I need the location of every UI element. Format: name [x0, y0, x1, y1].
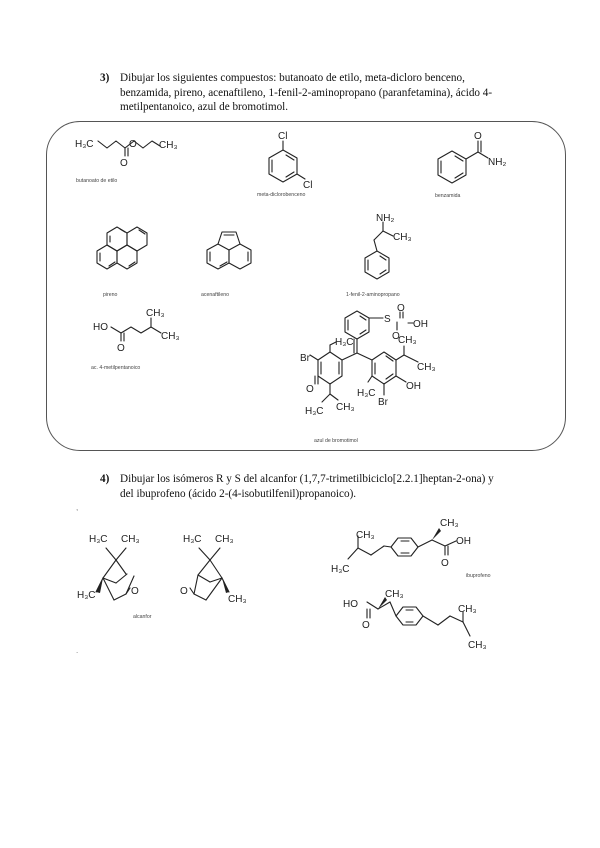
- atom-label: CH₃: [398, 335, 417, 346]
- atom-label: O: [397, 303, 405, 314]
- atom-label: O: [129, 139, 137, 150]
- atom-label: H₃C: [89, 534, 108, 545]
- question-number: 4): [100, 473, 110, 485]
- question-number: 3): [100, 72, 110, 84]
- atom-label: NH₂: [488, 157, 507, 168]
- atom-label: HO: [93, 322, 108, 333]
- question-text: Dibujar los isómeros R y S del alcanfor (1,7,7-trimetilbiciclo[2.2.1]heptan-2-ona) y del ibuprofeno (ácido 2-(4-isobutilfenil)propanoico).: [120, 473, 494, 500]
- atom-label: O: [117, 343, 125, 354]
- atom-label: O: [131, 586, 139, 597]
- atom-label: O: [120, 158, 128, 169]
- atom-label: O: [180, 586, 188, 597]
- atom-label: O: [441, 558, 449, 569]
- compound-label: alcanfor: [133, 614, 152, 620]
- atom-label: NH₂: [376, 213, 395, 224]
- atom-label: CH₃: [440, 518, 459, 529]
- atom-label: CH₃: [356, 530, 375, 541]
- atom-label: H₃C: [75, 139, 94, 150]
- atom-label: H₃C: [357, 388, 376, 399]
- compound-label: 1-fenil-2-aminopropano: [346, 292, 400, 298]
- structure-4-metilpentanoico: [111, 318, 161, 341]
- atom-label: H₃C: [77, 590, 96, 601]
- stray-mark: ,: [76, 503, 79, 512]
- atom-label: CH₃: [161, 331, 180, 342]
- compound-label: butanoato de etilo: [76, 178, 118, 184]
- structure-acenaftileno: [207, 232, 251, 269]
- atom-label: O: [362, 620, 370, 631]
- atom-label: CH₃: [159, 140, 178, 151]
- atom-label: H₃C: [335, 337, 354, 348]
- wedge-bond: [96, 578, 103, 593]
- structure-benzamida: [438, 141, 488, 183]
- compound-label: pireno: [103, 292, 118, 298]
- atom-label: O: [474, 131, 482, 142]
- atom-label: CH₃: [458, 604, 477, 615]
- atom-label: CH₃: [228, 594, 247, 605]
- structure-1-fenil-2-aminopropano: [365, 222, 393, 279]
- compound-label: acenaftileno: [201, 292, 229, 298]
- structure-alcanfor-2: [190, 548, 229, 600]
- compound-label: ibuprofeno: [466, 573, 491, 579]
- atom-label: CH₃: [121, 534, 140, 545]
- compound-labels: [76, 178, 491, 620]
- atom-label: OH: [406, 381, 421, 392]
- atom-label: Br: [300, 353, 310, 364]
- stray-mark: .: [76, 646, 79, 655]
- atom-label: HO: [343, 599, 358, 610]
- atom-label: CH₃: [417, 362, 436, 373]
- atom-label: Cl: [303, 180, 313, 191]
- wedge-bond: [432, 528, 441, 540]
- structure-meta-diclorobenceno: [269, 141, 305, 182]
- compound-label: benzamida: [435, 193, 461, 199]
- structure-alcanfor-1: [96, 548, 134, 600]
- atom-label: CH₃: [146, 308, 165, 319]
- atom-label: H₃C: [331, 564, 350, 575]
- compound-label: azul de bromotimol: [314, 438, 358, 444]
- atom-label: CH₃: [336, 402, 355, 413]
- atom-label: CH₃: [215, 534, 234, 545]
- compound-label: meta-diclorobenceno: [257, 192, 306, 198]
- atom-label: H₃C: [305, 406, 324, 417]
- compound-label: ac. 4-metilpentanoico: [91, 365, 141, 371]
- wedge-bond: [222, 578, 229, 593]
- atom-label: OH: [456, 536, 471, 547]
- atom-label: O: [392, 331, 400, 342]
- structure-ibuprofeno-2: [367, 602, 470, 636]
- atom-label: CH₃: [393, 232, 412, 243]
- atom-label: OH: [413, 319, 428, 330]
- question-text: Dibujar los siguientes compuestos: butanoato de etilo, meta-dicloro benceno, benzamida, pireno, acenaftileno, 1-fenil-2-aminopropano (paranfetamina), ácido 4-metilpentanoico, azul de bromotimol.: [120, 72, 493, 113]
- atom-label: O: [306, 384, 314, 395]
- atom-labels: [75, 131, 506, 651]
- atom-label: CH₃: [468, 640, 487, 651]
- atom-label: S: [384, 314, 391, 325]
- atom-label: CH₃: [385, 589, 404, 600]
- structure-pireno: [97, 227, 147, 269]
- atom-label: H₃C: [183, 534, 202, 545]
- atom-label: Br: [378, 397, 388, 408]
- atom-label: Cl: [278, 131, 288, 142]
